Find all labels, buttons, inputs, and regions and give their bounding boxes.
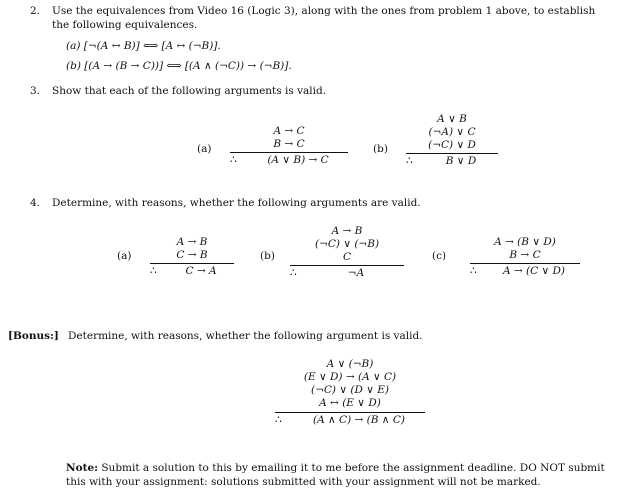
premise: (E ∨ D) → (A ∨ C) (303, 371, 397, 384)
problem-2-intro-line-1: Use the equivalences from Video 16 (Logic 3), along with the ones from problem 1 above, to establish (52, 5, 596, 17)
conclusion: ¬A (347, 267, 365, 280)
problem-2-intro-line-2: the following equivalences. (52, 19, 198, 31)
therefore-symbol: ∴ (275, 413, 282, 426)
therefore-symbol: ∴ (150, 265, 157, 278)
problem-3-arg-b-label: (b) (373, 143, 388, 155)
argument-rule (406, 153, 498, 154)
problem-3-arg-a-label: (a) (197, 143, 212, 155)
argument-rule (290, 265, 404, 266)
premise: B → C (509, 249, 541, 262)
premise: (¬C) ∨ (¬B) (314, 238, 380, 251)
problem-4-number: 4. (30, 197, 41, 209)
premise: (¬C) ∨ (D ∨ E) (310, 384, 390, 397)
problem-4-intro: Determine, with reasons, whether the following arguments are valid. (52, 197, 421, 209)
problem-3-intro: Show that each of the following arguments is valid. (52, 85, 327, 97)
premise: A → B (331, 225, 363, 237)
problem-2-part-a: (a) [¬(A ↔ B)] ⟺ [A ↔ (¬B)]. (66, 40, 221, 52)
problem-3-arg-a (230, 125, 348, 167)
argument-rule (470, 263, 580, 264)
conclusion: (A ∧ C) → (B ∧ C) (313, 413, 405, 426)
note-text-1: Submit a solution to this by emailing it to me before the assignment deadline. DO NOT submit (101, 462, 605, 474)
premise: A ↔ (E ∨ D) (319, 397, 381, 410)
note-label: Note: (66, 462, 99, 474)
bonus-argument (275, 358, 425, 427)
premise: (¬C) ∨ D (428, 139, 476, 152)
note-line-1 (66, 462, 605, 475)
therefore-symbol: ∴ (406, 155, 413, 168)
bonus-intro: Determine, with reasons, whether the following argument is valid. (68, 330, 423, 342)
problem-3-arg-b (406, 113, 498, 169)
premise: A → C (273, 125, 305, 137)
therefore-symbol: ∴ (230, 154, 237, 167)
premise: (¬A) ∨ C (428, 126, 476, 139)
bonus-tag: [Bonus:] (8, 330, 59, 342)
conclusion: C → A (185, 265, 217, 278)
argument-rule (150, 263, 234, 264)
problem-2-number: 2. (30, 5, 41, 17)
problem-4-arg-b-label: (b) (260, 250, 275, 262)
argument-rule (230, 152, 348, 153)
premise: A → B (176, 236, 208, 248)
premise: C (342, 251, 352, 264)
premise: C → B (176, 249, 208, 262)
argument-rule (275, 412, 425, 413)
problem-2-part-b: (b) [(A → (B → C))] ⟺ [(A ∧ (¬C)) → (¬B)]. (66, 60, 292, 72)
problem-4-arg-a (150, 236, 234, 278)
note-line-2: this with your assignment: solutions submitted with your assignment will not be marked. (66, 476, 541, 488)
conclusion: B ∨ D (445, 155, 477, 168)
problem-4-arg-c (470, 236, 580, 278)
problem-4-arg-b (290, 225, 404, 281)
problem-4-arg-a-label: (a) (117, 250, 132, 262)
problem-3-number: 3. (30, 85, 41, 97)
therefore-symbol: ∴ (290, 267, 297, 280)
conclusion: A → (C ∨ D) (502, 265, 566, 278)
premise: A → (B ∨ D) (494, 236, 556, 248)
conclusion: (A ∨ B) → C (267, 154, 329, 167)
therefore-symbol: ∴ (470, 265, 477, 278)
premise: A ∨ B (437, 113, 467, 125)
premise: A ∨ (¬B) (326, 358, 374, 370)
problem-4-arg-c-label: (c) (432, 250, 447, 262)
premise: B → C (273, 138, 305, 151)
